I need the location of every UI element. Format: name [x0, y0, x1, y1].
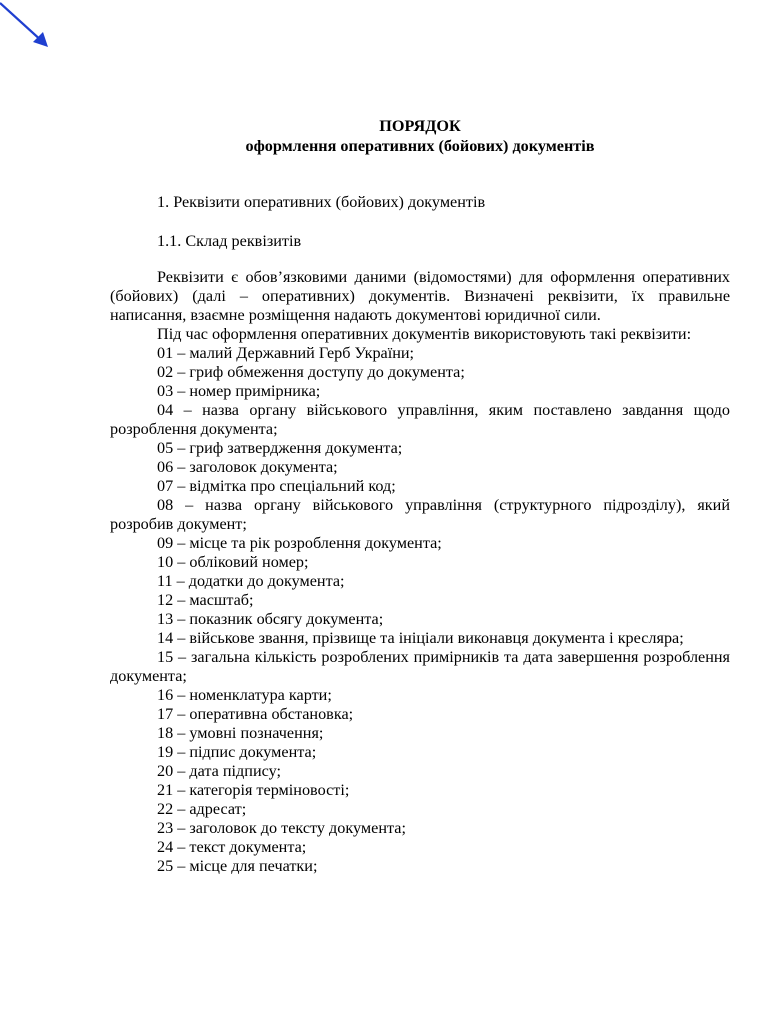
requisite-item: 11 – додатки до документа; — [157, 572, 345, 590]
requisite-item: 19 – підпис документа; — [157, 743, 317, 761]
requisite-item: 17 – оперативна обстановка; — [157, 705, 354, 723]
requisite-item: 14 – військове звання, прізвище та ініціали виконавця документа і кресляра; — [157, 629, 684, 647]
requisite-item: 15 – загальна кількість розроблених примірників та дата завершення розроблення документа; — [110, 648, 730, 685]
requisite-item: 08 – назва органу військового управління (структурного підрозділу), який розробив документ; — [110, 496, 730, 533]
requisite-item: 04 – назва органу військового управління, яким поставлено завдання щодо розроблення документа; — [110, 401, 730, 438]
list-intro-paragraph: Під час оформлення оперативних документів використовують такі реквізити: — [157, 325, 692, 343]
requisite-item: 02 – гриф обмеження доступу до документа; — [157, 363, 465, 381]
requisite-item: 23 – заголовок до тексту документа; — [157, 819, 406, 837]
requisite-item: 18 – умовні позначення; — [157, 724, 324, 742]
intro-paragraph: Реквізити є обов’язковими даними (відомостями) для оформлення оперативних (бойових) (далі – оперативних) документів. Визначені реквізити, їх правильне написання, взаємне розміщення надають документові юридичної сили. — [110, 268, 730, 324]
subsection-heading: 1.1. Склад реквізитів — [157, 232, 302, 250]
requisite-item: 12 – масштаб; — [157, 591, 254, 609]
requisite-item: 22 – адресат; — [157, 800, 247, 818]
requisite-item: 13 – показник обсягу документа; — [157, 610, 384, 628]
document-subtitle: оформлення оперативних (бойових) документів — [245, 137, 595, 155]
requisite-item: 03 – номер примірника; — [157, 382, 321, 400]
requisite-item: 25 – місце для печатки; — [157, 857, 318, 875]
section-heading: 1. Реквізити оперативних (бойових) документів — [157, 193, 486, 211]
requisite-item: 01 – малий Державний Герб України; — [157, 344, 415, 362]
requisite-item: 07 – відмітка про спеціальний код; — [157, 477, 396, 495]
document-body — [110, 268, 730, 876]
requisite-item: 20 – дата підпису; — [157, 762, 281, 780]
requisite-item: 16 – номенклатура карти; — [157, 686, 332, 704]
requisite-item: 05 – гриф затвердження документа; — [157, 439, 403, 457]
requisite-item: 06 – заголовок документа; — [157, 458, 338, 476]
arrow-down-right-icon — [0, 0, 56, 56]
requisite-item: 21 – категорія терміновості; — [157, 781, 350, 799]
requisite-item: 09 – місце та рік розроблення документа; — [157, 534, 442, 552]
requisite-item: 24 – текст документа; — [157, 838, 307, 856]
requisite-item: 10 – обліковий номер; — [157, 553, 309, 571]
document-title: ПОРЯДОК — [379, 117, 461, 135]
